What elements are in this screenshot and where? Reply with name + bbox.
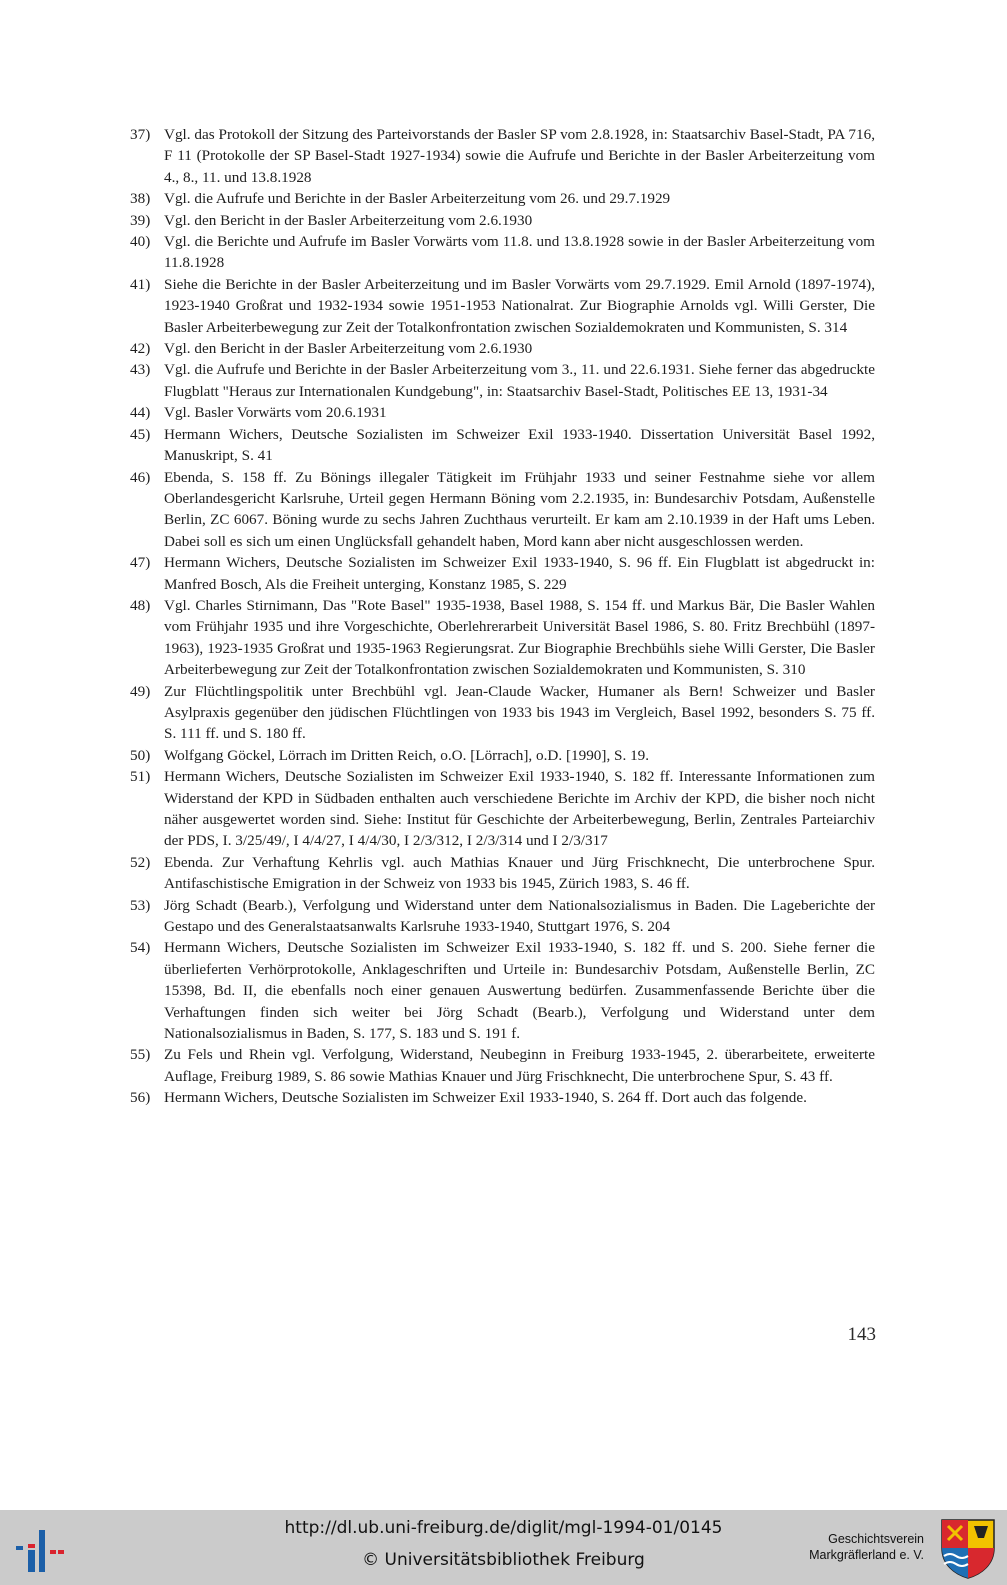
footnote <box>130 681 875 745</box>
footnote-number: 53) <box>130 896 151 914</box>
footnote-text: Ebenda, S. 158 ff. Zu Bönings illegaler Tätigkeit im Frühjahr 1933 und seiner Festnahme siehe vor allem Oberlandesgericht Karlsruhe, Urteil gegen Hermann Böning vom 2.2.1935, in: Bundesarchiv Potsdam, Außenstelle Berlin, ZC 6067. Böning wurde zu sechs Jahren Zuchthaus verurteilt. Er kam am 2.10.1939 in der Haft ums Leben. Dabei soll es sich um einen Unglücksfall gehandelt haben, Mord kann aber nicht ausgeschlossen werden. <box>164 468 875 550</box>
footnote <box>130 424 875 467</box>
footnote <box>130 274 875 338</box>
footnote <box>130 595 875 681</box>
footnote-number: 50) <box>130 746 151 764</box>
footnote-number: 40) <box>130 233 151 251</box>
footnote-text: Hermann Wichers, Deutsche Sozialisten im Schweizer Exil 1933-1940, S. 96 ff. Ein Flugblatt ist abgedruckt in: Manfred Bosch, Als die Freiheit unterging, Konstanz 1985, S. 229 <box>164 554 875 593</box>
footnote-text: Wolfgang Göckel, Lörrach im Dritten Reich, o.O. [Lörrach], o.D. [1990], S. 19. <box>164 746 650 764</box>
footnote <box>130 552 875 595</box>
footnote-number: 56) <box>130 1089 151 1107</box>
footnote <box>130 231 875 274</box>
footnote-text: Hermann Wichers, Deutsche Sozialisten im Schweizer Exil 1933-1940, S. 264 ff. Dort auch das folgende. <box>164 1089 807 1107</box>
footnote <box>130 766 875 852</box>
footnote-text: Vgl. die Aufrufe und Berichte in der Basler Arbeiterzeitung vom 26. und 29.7.1929 <box>164 190 671 208</box>
footnote-text: Zu Fels und Rhein vgl. Verfolgung, Widerstand, Neubeginn in Freiburg 1933-1945, 2. überarbeitete, erweiterte Auflage, Freiburg 1989, S. 86 sowie Mathias Knauer und Jürg Frischknecht, Die unterbrochene Spur, S. 43 ff. <box>164 1046 875 1085</box>
footnote-number: 45) <box>130 425 151 443</box>
footnote-number: 37) <box>130 126 151 143</box>
footnote-text: Vgl. die Aufrufe und Berichte in der Basler Arbeiterzeitung vom 3., 11. und 22.6.1931. Siehe ferner das abgedruckte Flugblatt "Heraus zur Internationalen Kundgebung", in: Staatsarchiv Basel-Stadt, Politisches EE 13, 1931-34 <box>164 361 875 400</box>
footnote-number: 51) <box>130 768 151 786</box>
society-name-line-2: Markgräflerland e. V. <box>809 1547 924 1562</box>
footnote-list <box>130 124 875 1109</box>
coat-of-arms-icon <box>940 1518 996 1580</box>
footnote <box>130 402 875 423</box>
footnote-text: Vgl. das Protokoll der Sitzung des Parteivorstands der Basler SP vom 2.8.1928, in: Staatsarchiv Basel-Stadt, PA 716, F 11 (Protokolle der SP Basel-Stadt 1927-1934) sowie die Aufrufe und Berichte in der Basler Arbeiterzeitung vom 4., 8., 11. und 13.8.1928 <box>164 126 875 186</box>
footnote-number: 52) <box>130 853 151 871</box>
footnote <box>130 895 875 938</box>
footnote <box>130 1087 875 1108</box>
page-number: 143 <box>847 1324 876 1345</box>
footnote-number: 39) <box>130 211 151 229</box>
footnote-text: Vgl. den Bericht in der Basler Arbeiterzeitung vom 2.6.1930 <box>164 211 533 229</box>
footnote <box>130 1044 875 1087</box>
footnote-number: 49) <box>130 682 151 700</box>
footnote-text: Vgl. den Bericht in der Basler Arbeiterzeitung vom 2.6.1930 <box>164 340 533 358</box>
footnote-number: 41) <box>130 275 151 293</box>
footer-url[interactable]: http://dl.ub.uni-freiburg.de/diglit/mgl-1994-01/0145 <box>284 1518 723 1538</box>
footnote-text: Hermann Wichers, Deutsche Sozialisten im Schweizer Exil 1933-1940, S. 182 ff. und S. 200. Siehe ferner die überlieferten Verhörprotokolle, Anklageschriften und Urteile in: Bundesarchiv Potsdam, Außenstelle Berlin, ZC 15398, Bd. II, die ebenfalls noch einer genauen Auswertung bedürfen. Zusammenfassende Berichte über die Verhaftungen finden sich weiter bei Jörg Schadt (Bearb.), Verfolgung und Widerstand unter dem Nationalsozialismus in Baden, S. 177, S. 183 und S. 191 f. <box>164 939 875 1043</box>
footnote-text: Jörg Schadt (Bearb.), Verfolgung und Widerstand unter dem Nationalsozialismus in Baden. Die Lageberichte der Gestapo und des Generalstaatsanwalts Karlsruhe 1933-1940, Stuttgart 1976, S. 204 <box>164 896 875 936</box>
footnote <box>130 188 875 209</box>
footnote-text: Hermann Wichers, Deutsche Sozialisten im Schweizer Exil 1933-1940. Dissertation Universität Basel 1992, Manuskript, S. 41 <box>164 425 875 465</box>
footnote-text: Vgl. Basler Vorwärts vom 20.6.1931 <box>164 404 387 422</box>
footnote-number: 54) <box>130 939 151 957</box>
footnote-text: Hermann Wichers, Deutsche Sozialisten im Schweizer Exil 1933-1940, S. 182 ff. Interessante Informationen zum Widerstand der KPD in Südbaden enthalten auch verschiedene Berichte im Archiv der KPD, die bisher noch nicht näher ausgewertet worden sind. Siehe: Institut für Geschichte der Arbeiterbewegung, Berlin, Zentrales Parteiarchiv der PDS, I. 3/25/49/, I 4/4/27, I 4/4/30, I 2/3/312, I 2/3/314 und I 2/3/317 <box>164 768 875 850</box>
footnote-number: 44) <box>130 404 151 422</box>
footnote <box>130 359 875 402</box>
society-name <box>792 1532 924 1563</box>
footnote-number: 55) <box>130 1046 151 1064</box>
footnote <box>130 852 875 895</box>
footnote-text: Ebenda. Zur Verhaftung Kehrlis vgl. auch Mathias Knauer und Jürg Frischknecht, Die unterbrochene Spur. Antifaschistische Emigration in der Schweiz von 1933 bis 1945, Zürich 1983, S. 46 ff. <box>164 853 875 893</box>
footnote-number: 42) <box>130 340 151 358</box>
footnote <box>130 338 875 359</box>
footnote <box>130 745 875 766</box>
footnote-number: 38) <box>130 190 151 208</box>
footnote-number: 48) <box>130 596 151 614</box>
footnote-number: 43) <box>130 361 151 379</box>
footnote <box>130 210 875 231</box>
footer-copyright: © Universitätsbibliothek Freiburg <box>362 1550 645 1570</box>
footnote <box>130 937 875 1044</box>
footnote-text: Vgl. Charles Stirnimann, Das "Rote Basel" 1935-1938, Basel 1988, S. 154 ff. und Markus Bär, Die Basler Wahlen vom Frühjahr 1935 und ihre Vorgeschichte, Oberlehrerarbeit Universität Basel 1986, S. 80. Fritz Brechbühl (1897-1963), 1923-1935 Großrat und 1935-1963 Regierungsrat. Zur Biographie Brechbühls siehe Willi Gerster, Die Basler Arbeiterbewegung zur Zeit der Totalkonfrontation zwischen Sozialdemokraten und Kommunisten, S. 310 <box>164 596 875 679</box>
footnote-text: Vgl. die Berichte und Aufrufe im Basler Vorwärts vom 11.8. und 13.8.1928 sowie in der Basler Arbeiterzeitung vom 11.8.1928 <box>164 233 875 272</box>
footnote <box>130 467 875 553</box>
footnote <box>130 124 875 188</box>
footnote-number: 47) <box>130 554 151 572</box>
footnote-number: 46) <box>130 468 151 486</box>
footer-bar <box>0 1510 1007 1585</box>
footnote-text: Siehe die Berichte in der Basler Arbeiterzeitung und im Basler Vorwärts vom 29.7.1929. Emil Arnold (1897-1974), 1923-1940 Großrat und 1932-1934 sowie 1951-1953 Nationalrat. Zur Biographie Arnolds vgl. Willi Gerster, Die Basler Arbeiterbewegung zur Zeit der Totalkonfrontation zwischen Sozialdemokraten und Kommunisten, S. 314 <box>164 275 875 336</box>
society-name-line-1: Geschichtsverein <box>828 1532 924 1546</box>
footnote-text: Zur Flüchtlingspolitik unter Brechbühl vgl. Jean-Claude Wacker, Humaner als Bern! Schweizer und Basler Asylpraxis gegenüber den jüdischen Flüchtlingen von 1933 bis 1943 im Vergleich, Basel 1992, besonders S. 75 ff. S. 111 ff. und S. 180 ff. <box>164 682 875 743</box>
